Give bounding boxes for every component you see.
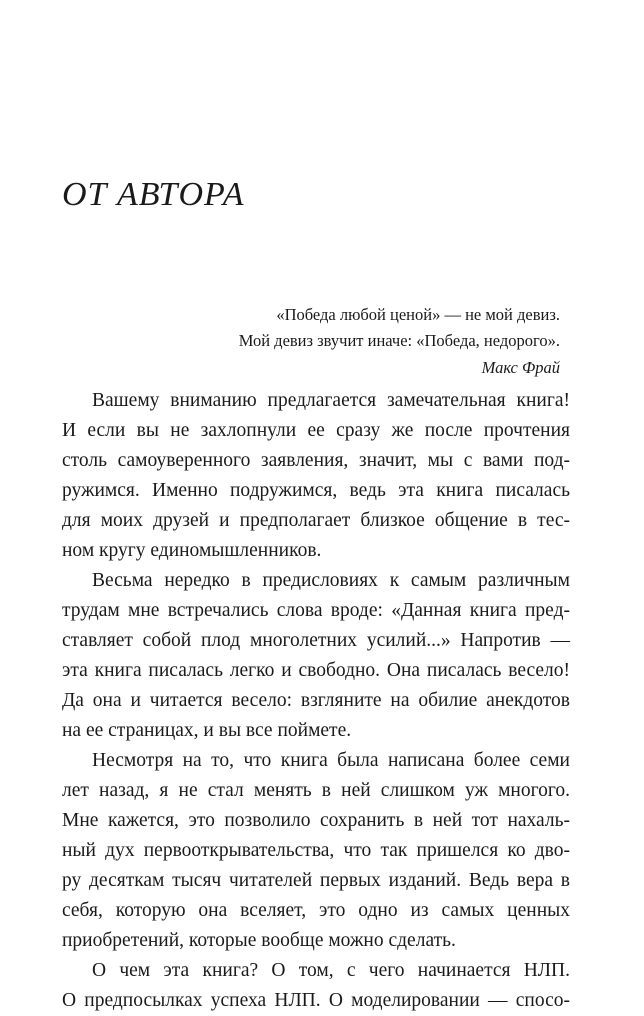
body-text [62, 386, 570, 1016]
text-line: приобретений, которые вообще можно сделать. [62, 930, 456, 951]
epigraph-line: Мой девиз звучит иначе: «Победа, недорого». [238, 331, 560, 350]
text-line: Да она и читается весело: взгляните на обилие анекдотов [62, 690, 570, 711]
text-line: Весьма нередко в предисловиях к самым различным [92, 570, 570, 591]
text-line: Мне кажется, это позволило сохранить в ней тот нахаль- [62, 810, 570, 831]
text-line: Вашему вниманию предлагается замечательная книга! [92, 390, 570, 411]
epigraph-author: Макс Фрай [481, 358, 560, 377]
chapter-title: ОТ АВТОРА [62, 176, 245, 213]
text-line: себя, которую она вселяет, это одно из самых ценных [62, 900, 570, 921]
text-line: Несмотря на то, что книга была написана более семи [92, 750, 570, 771]
text-line: эта книга писалась легко и свободно. Она писалась весело! [62, 660, 570, 681]
text-line: ружимся. Именно подружимся, ведь эта книга писалась [62, 480, 570, 501]
epigraph-line: «Победа любой ценой» — не мой девиз. [276, 305, 560, 324]
text-line: ставляет собой плод многолетних усилий...» Напротив — [62, 630, 570, 651]
text-line: ном кругу единомышленников. [62, 540, 322, 561]
text-line: И если вы не захлопнули ее сразу же после прочтения [62, 420, 570, 441]
text-line: О чем эта книга? О том, с чего начинается НЛП. [92, 960, 570, 981]
epigraph [100, 302, 560, 381]
text-line: на ее страницах, и вы все поймете. [62, 720, 352, 741]
text-line: для моих друзей и предполагает близкое общение в тес- [62, 510, 570, 531]
text-line: трудам мне встречались слова вроде: «Данная книга пред- [62, 600, 570, 621]
text-line: ный дух первооткрывательства, что так пришелся ко дво- [62, 840, 570, 861]
text-line: столь самоуверенного заявления, значит, мы с вами под- [62, 450, 570, 471]
text-line: ру десяткам тысяч читателей первых изданий. Ведь вера в [62, 870, 570, 891]
text-line: лет назад, я не стал менять в ней слишком уж многого. [62, 780, 570, 801]
text-line: О предпосылках успеха НЛП. О моделировании — спосо- [62, 990, 570, 1011]
